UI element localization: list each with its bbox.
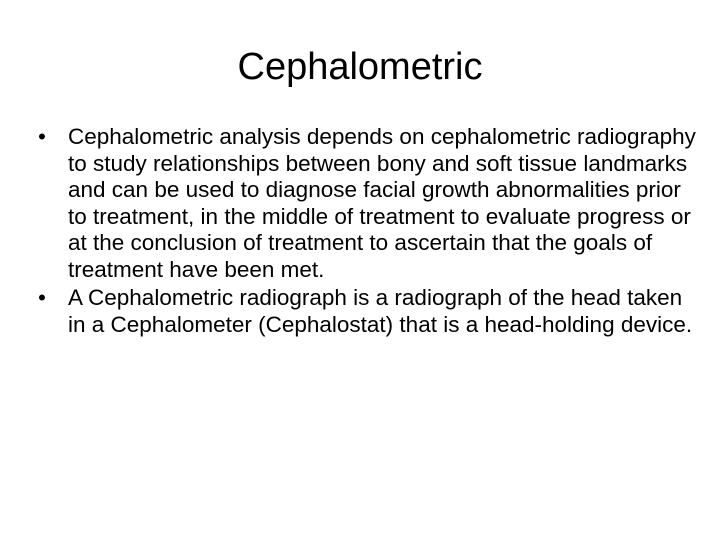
bullet-item-analysis [28, 124, 700, 283]
bullet-text: Cephalometric analysis depends on cephalometric radiography to study relationships between bony and soft tissue landmarks and can be used to diagnose facial growth abnormalities prior to treatment, in the middle of treatment to evaluate progress or at the conclusion of treatment to ascertain that the goals of treatment have been met. [68, 124, 696, 282]
bullet-icon: • [38, 124, 46, 149]
bullet-text: A Cephalometric radiograph is a radiograph of the head taken in a Cephalometer (Cephalostat) that is a head-holding device. [68, 285, 693, 337]
bullet-item-radiograph [28, 285, 700, 338]
slide-title: Cephalometric [237, 46, 483, 88]
bullet-list [28, 124, 700, 340]
bullet-icon: • [38, 285, 46, 310]
